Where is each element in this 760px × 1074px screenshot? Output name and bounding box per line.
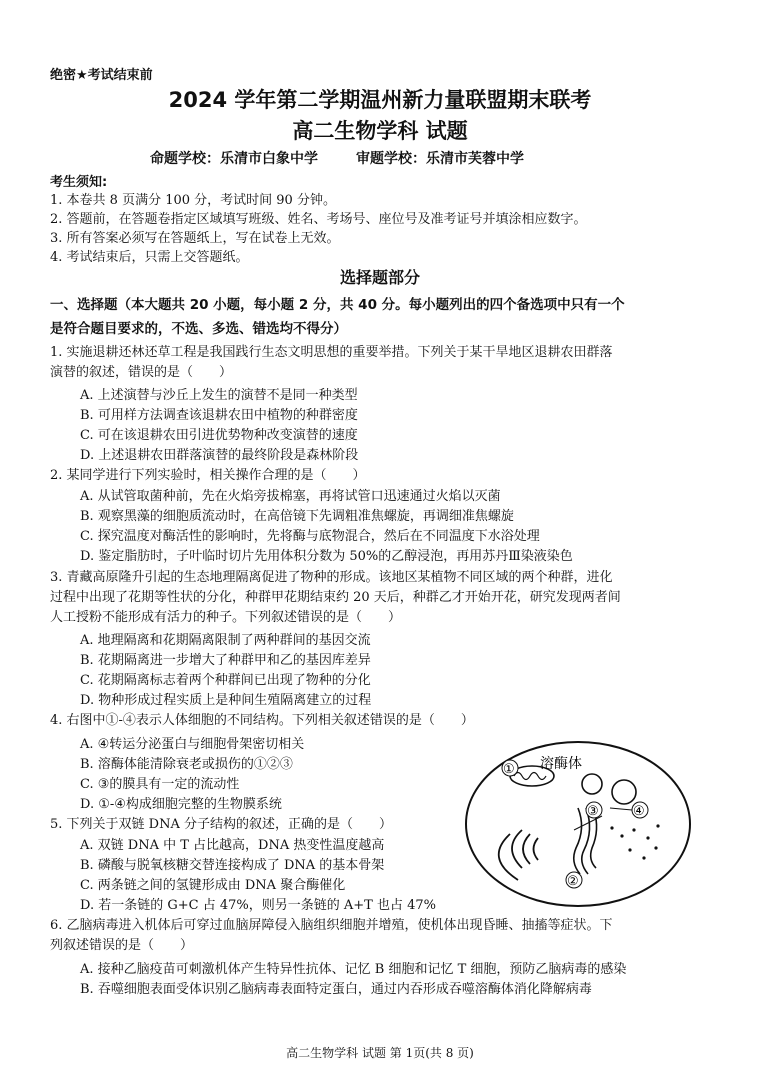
- option: D. 物种形成过程实质上是种间生殖隔离建立的过程: [80, 693, 372, 708]
- option: D. 若一条链的 G+C 占 47%，则另一条链的 A+T 也占 47%: [80, 898, 436, 913]
- option: A. 地理隔离和花期隔离限制了两种群间的基因交流: [80, 633, 371, 648]
- exam-subtitle: 高二生物学科 试题: [292, 119, 468, 143]
- label-lysosome: 溶酶体: [540, 756, 582, 772]
- lysosome-shape: [582, 774, 602, 794]
- vesicle-dots: [610, 824, 659, 859]
- option: B. 磷酸与脱氧核糖交替连接构成了 DNA 的基本骨架: [80, 858, 385, 873]
- confidential-mark: 绝密★考试结束前: [50, 68, 153, 83]
- notice-item: 4. 考试结束后，只需上交答题纸。: [50, 250, 249, 265]
- question-stem: 6. 乙脑病毒进入机体后可穿过血脑屏障侵入脑组织细胞并增殖，使机体出现昏睡、抽搐等症状。下: [50, 918, 613, 933]
- option: B. 可用样方法调查该退耕农田中植物的种群密度: [80, 408, 358, 423]
- label-3: ③: [587, 804, 599, 819]
- option: C. 花期隔离标志着两个种群间已出现了物种的分化: [80, 673, 371, 688]
- option: D. 上述退耕农田群落演替的最终阶段是森林阶段: [80, 448, 359, 463]
- label-2: ②: [567, 874, 579, 889]
- section-instruction: 一、选择题（本大题共 20 小题，每小题 2 分，共 40 分。每小题列出的四个备选项中只有一个: [50, 297, 625, 313]
- option: A. 从试管取菌种前，先在火焰旁拔棉塞，再将试管口迅速通过火焰以灭菌: [80, 489, 501, 504]
- option: D. ①-④构成细胞完整的生物膜系统: [80, 797, 282, 812]
- question-stem: 4. 右图中①-④表示人体细胞的不同结构。下列相关叙述错误的是（ ）: [50, 713, 474, 728]
- question-stem: 列叙述错误的是（ ）: [50, 938, 194, 953]
- option: B. 观察黑藻的细胞质流动时，在高倍镜下先调粗准焦螺旋，再调细准焦螺旋: [80, 509, 514, 524]
- pointer-line: [610, 808, 632, 810]
- option: B. 吞噬细胞表面受体识别乙脑病毒表面特定蛋白，通过内吞形成吞噬溶酶体消化降解病毒: [80, 982, 592, 997]
- notice-item: 2. 答题前，在答题卷指定区域填写班级、姓名、考场号、座位号及准考证号并填涂相应数字。: [50, 212, 587, 227]
- option: A. ④转运分泌蛋白与细胞骨架密切相关: [80, 737, 305, 752]
- setter-school: 命题学校：乐清市白象中学: [150, 151, 318, 167]
- question-stem: 1. 实施退耕还林还草工程是我国践行生态文明思想的重要举措。下列关于某干旱地区退耕农田群落: [50, 345, 613, 360]
- option: C. 可在该退耕农田引进优势物种改变演替的速度: [80, 428, 358, 443]
- question-stem: 2. 某同学进行下列实验时，相关操作合理的是（ ）: [50, 468, 366, 483]
- exam-title: 2024 学年第二学期温州新力量联盟期末联考: [168, 88, 592, 112]
- question-stem: 5. 下列关于双链 DNA 分子结构的叙述，正确的是（ ）: [50, 817, 392, 832]
- nucleus-shape: [612, 780, 636, 804]
- question-stem: 演替的叙述，错误的是（ ）: [50, 365, 233, 380]
- option: A. 接种乙脑疫苗可刺激机体产生特异性抗体、记忆 B 细胞和记忆 T 细胞，预防乙脑病毒的感染: [80, 962, 627, 977]
- option: B. 花期隔离进一步增大了种群甲和乙的基因库差异: [80, 653, 371, 668]
- notice-item: 1. 本卷共 8 页满分 100 分，考试时间 90 分钟。: [50, 193, 336, 208]
- option: A. 上述演替与沙丘上发生的演替不是同一种类型: [80, 388, 358, 403]
- section-instruction: 是符合题目要求的，不选、多选、错选均不得分）: [50, 321, 347, 337]
- cell-diagram: [462, 738, 694, 910]
- reviewer-school: 审题学校：乐清市芙蓉中学: [356, 151, 524, 167]
- option: C. 两条链之间的氢键形成由 DNA 聚合酶催化: [80, 878, 346, 893]
- option: D. 鉴定脂肪时，子叶临时切片先用体积分数为 50%的乙醇浸泡，再用苏丹Ⅲ染液染色: [80, 549, 573, 564]
- notice-item: 3. 所有答案必须写在答题纸上，写在试卷上无效。: [50, 231, 340, 246]
- label-1: ①: [503, 762, 515, 777]
- option: C. ③的膜具有一定的流动性: [80, 777, 240, 792]
- label-4: ④: [633, 804, 645, 819]
- option: A. 双链 DNA 中 T 占比越高，DNA 热变性温度越高: [80, 838, 385, 853]
- golgi-shape: [499, 830, 538, 880]
- section-title: 选择题部分: [339, 268, 420, 287]
- notice-heading: 考生须知:: [50, 175, 108, 190]
- option: B. 溶酶体能清除衰老或损伤的①②③: [80, 757, 293, 772]
- option: C. 探究温度对酶活性的影响时，先将酶与底物混合，然后在不同温度下水浴处理: [80, 529, 540, 544]
- school-info: [150, 148, 524, 168]
- question-stem: 过程中出现了花期等性状的分化，种群甲花期结束约 20 天后，种群乙才开始开花，研究发现两者间: [50, 590, 621, 605]
- page-footer: 高二生物学科 试题 第 1页(共 8 页): [286, 1046, 474, 1060]
- question-stem: 人工授粉不能形成有活力的种子。下列叙述错误的是（ ）: [50, 610, 402, 625]
- question-stem: 3. 青藏高原隆升引起的生态地理隔离促进了物种的形成。该地区某植物不同区域的两个种群，进化: [50, 570, 613, 585]
